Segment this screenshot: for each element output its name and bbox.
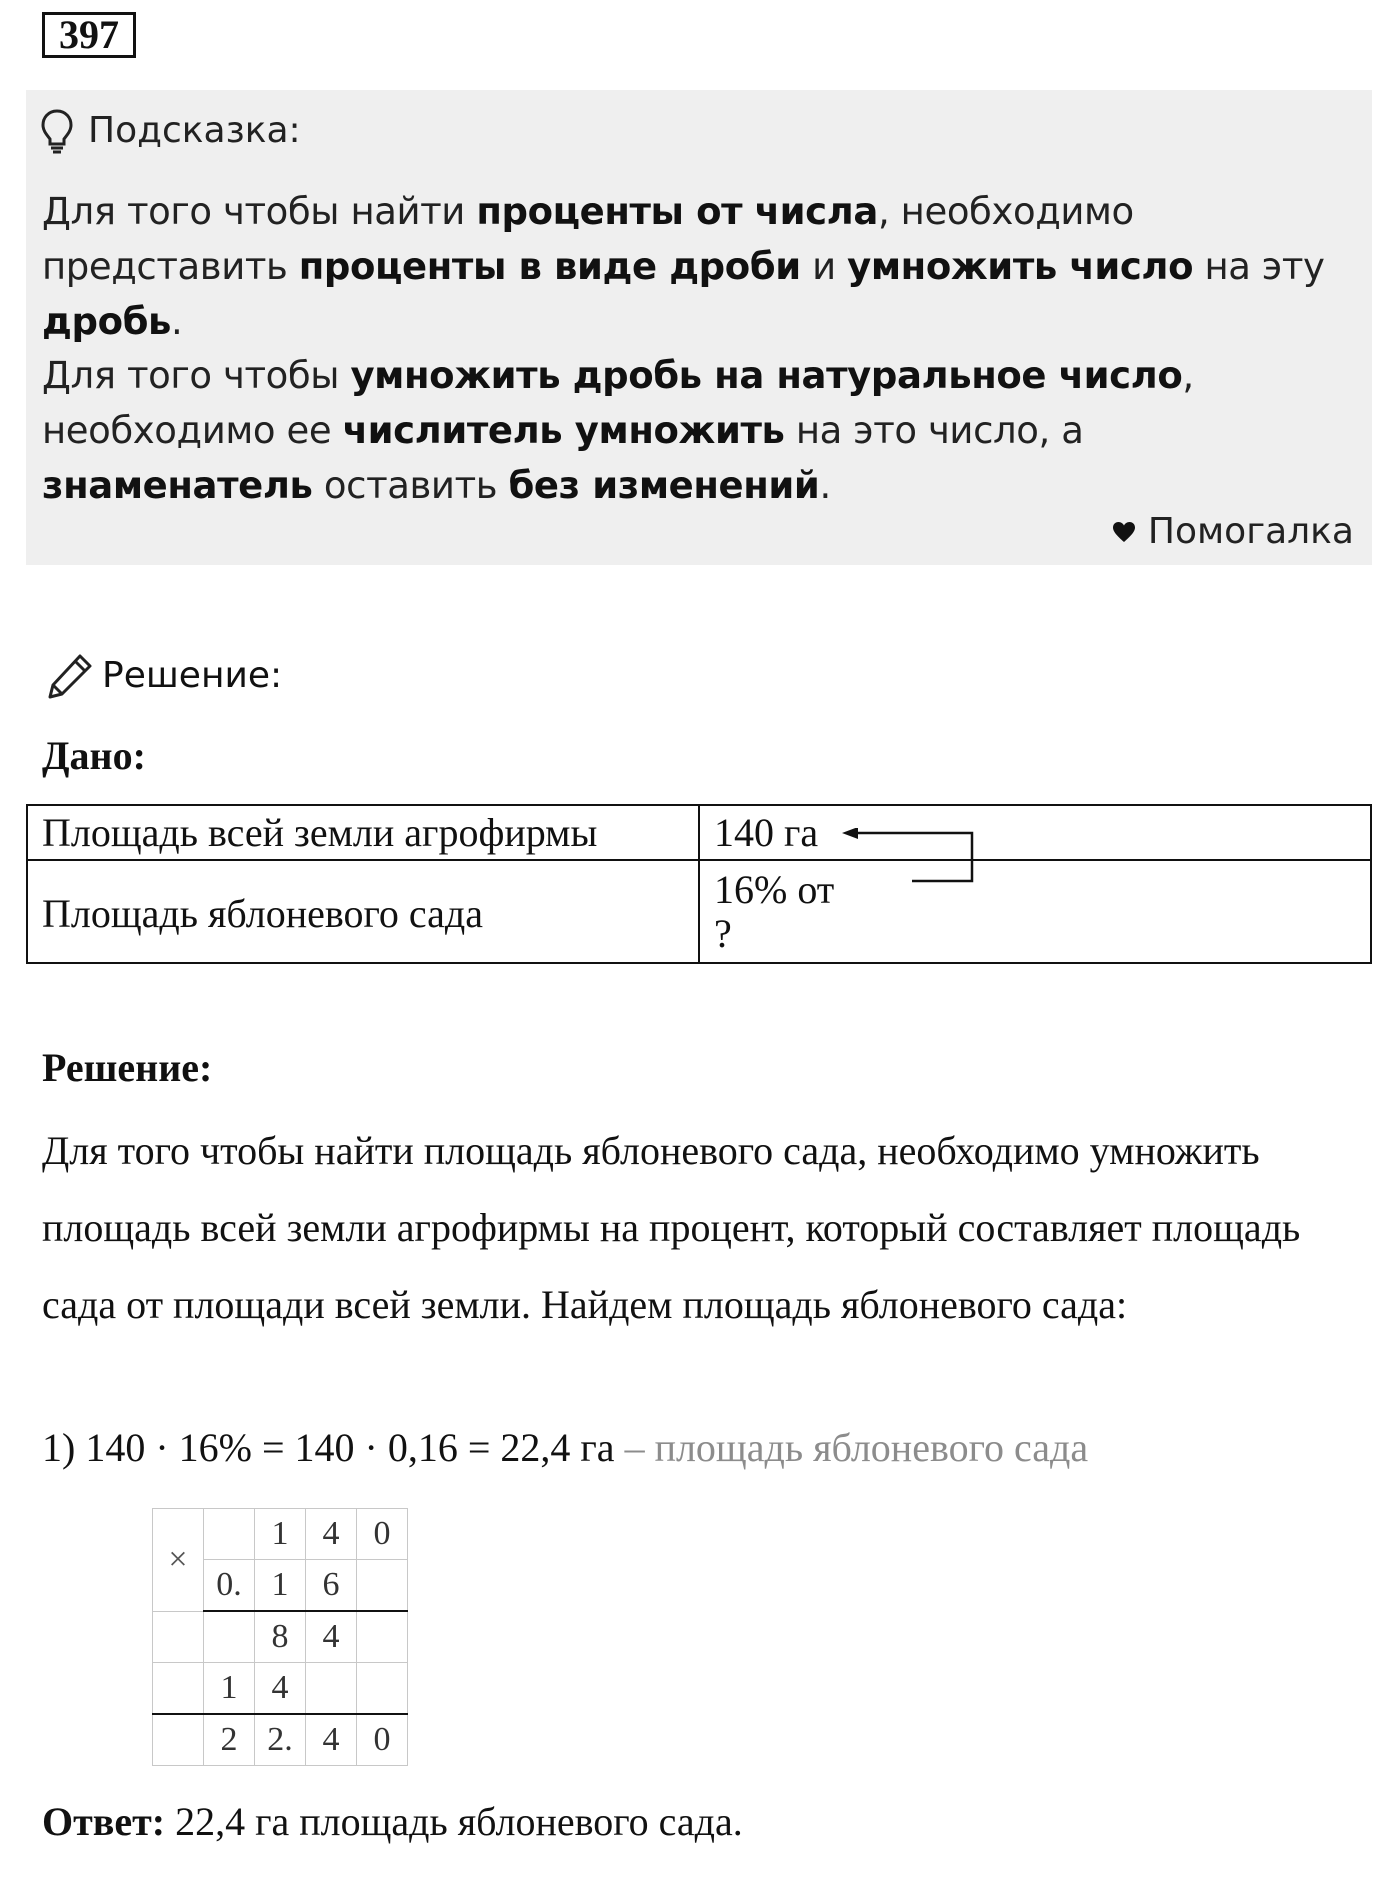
grid-cell: [357, 1560, 408, 1612]
hint-credit-label: Помогалка: [1147, 511, 1354, 552]
step-formula: 1) 140 · 16% = 140 · 0,16 = 22,4 га: [42, 1425, 615, 1470]
hint-title: Подсказка:: [88, 110, 301, 151]
solution-heading: Решение:: [42, 1045, 213, 1090]
pencil-icon: [44, 650, 96, 702]
solution-header-label: Решение:: [102, 655, 283, 696]
task-number: 397: [42, 12, 136, 58]
table-divider-vertical: [698, 806, 700, 962]
lightbulb-icon: [40, 108, 74, 154]
answer: [42, 1798, 743, 1846]
grid-cell: 4: [255, 1663, 306, 1715]
hint-credit[interactable]: [1112, 510, 1354, 554]
given-row-2-value: 16% от: [714, 867, 835, 912]
grid-cell: 0: [357, 1509, 408, 1560]
hint-paragraph-2: Для того чтобы умножить дробь на натуральное число, необходимо ее числитель умножить на это число, а знаменатель оставить без изменений.: [42, 354, 1194, 507]
grid-row: [153, 1663, 408, 1715]
grid-cell: 0.: [204, 1560, 255, 1612]
grid-cell: 4: [306, 1509, 357, 1560]
grid-cell: [153, 1714, 204, 1766]
given-heading: Дано:: [42, 733, 146, 778]
solution-header: [44, 650, 282, 702]
solution-text: Для того чтобы найти площадь яблоневого сада, необходимо умножить площадь всей земли агрофирмы на процент, который составляет площадь сада от площади всей земли. Найдем площадь яблоневого сада:: [42, 1128, 1301, 1327]
grid-cell: 2: [204, 1714, 255, 1766]
answer-text: 22,4 га площадь яблоневого сада.: [165, 1799, 743, 1844]
grid-row: [153, 1509, 408, 1560]
grid-cell: 1: [255, 1560, 306, 1612]
grid-row: [153, 1611, 408, 1663]
given-row-2-label: Площадь яблоневого сада: [42, 891, 483, 936]
grid-cell: 4: [306, 1611, 357, 1663]
grid-cell: 2.: [255, 1714, 306, 1766]
hint-box: [26, 90, 1372, 565]
grid-cell: [153, 1663, 204, 1715]
hint-header: [40, 108, 301, 154]
heart-icon: [1112, 521, 1136, 543]
multiplication-grid: [152, 1508, 408, 1766]
grid-cell: 1: [204, 1663, 255, 1715]
grid-cell: 8: [255, 1611, 306, 1663]
hint-paragraph-1: Для того чтобы найти проценты от числа, необходимо представить проценты в виде дроби и умножить число на эту дробь.: [42, 190, 1325, 343]
given-row-1-value: 140 га: [714, 810, 819, 855]
given-row-2-question: ?: [714, 911, 732, 956]
grid-cell: [153, 1611, 204, 1663]
grid-cell: [204, 1611, 255, 1663]
table-divider-horizontal: [28, 859, 1370, 861]
grid-cell: 0: [357, 1714, 408, 1766]
given-row-1-label: Площадь всей земли агрофирмы: [42, 810, 598, 855]
grid-cell: [306, 1663, 357, 1715]
grid-row: [153, 1714, 408, 1766]
grid-cell: 6: [306, 1560, 357, 1612]
multiply-sign: ×: [153, 1509, 204, 1612]
grid-cell: 4: [306, 1714, 357, 1766]
answer-label: Ответ:: [42, 1799, 166, 1844]
grid-cell: [357, 1663, 408, 1715]
step-note: – площадь яблоневого сада: [614, 1425, 1089, 1470]
given-table: [26, 804, 1372, 964]
solution-step-1: [42, 1424, 1088, 1472]
grid-cell: [204, 1509, 255, 1560]
grid-cell: 1: [255, 1509, 306, 1560]
reference-arrow: [838, 828, 978, 888]
grid-cell: [357, 1611, 408, 1663]
